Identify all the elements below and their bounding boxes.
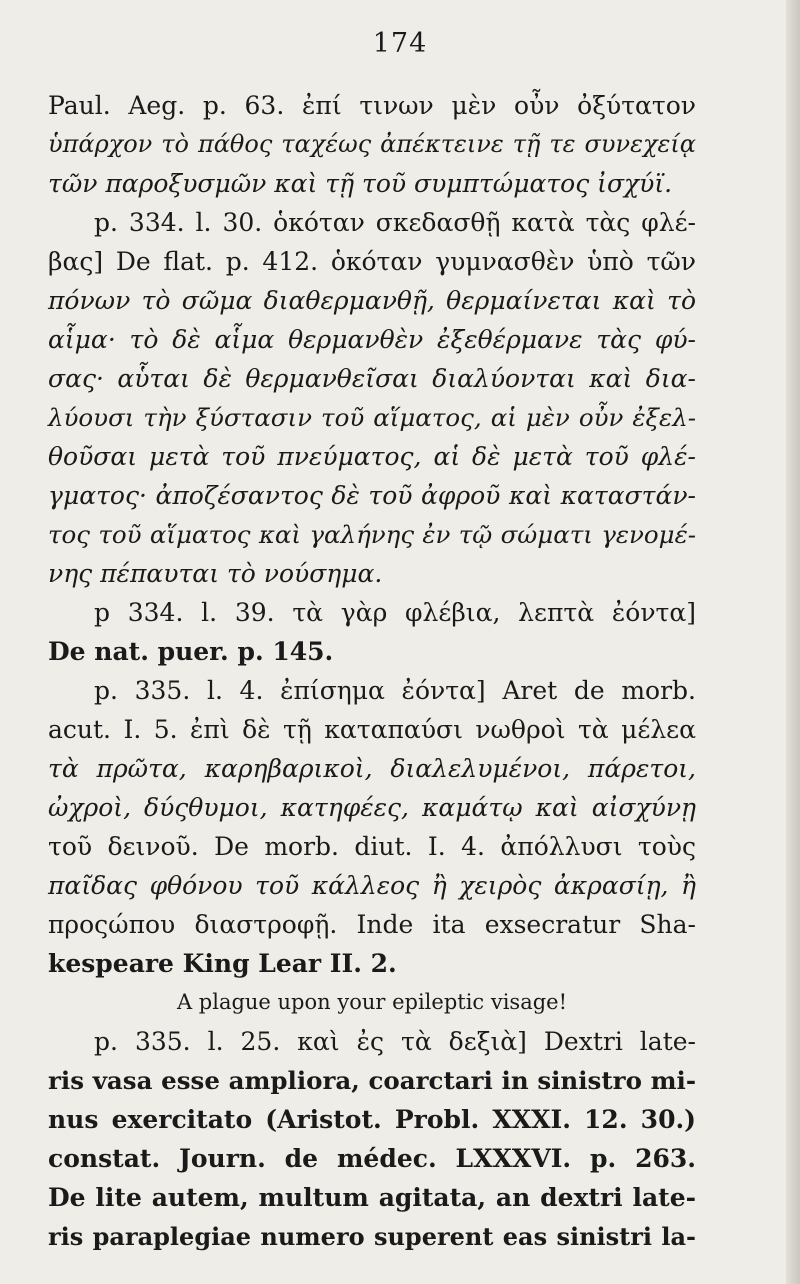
text-line: ὑπάρχον τὸ πάθος ταχέως ἀπέκτεινε τῇ τε συνεχείᾳ [48, 130, 696, 158]
text-line: τῶν παροξυσμῶν καὶ τῇ τοῦ συμπτώματος ἰσχύϊ. [48, 169, 673, 198]
text-line: προςώπου διαστροφῇ. Inde ita exsecratur Sha- [48, 910, 696, 939]
text-line: ris paraplegiae numero superent eas sinistri la- [48, 1222, 696, 1251]
text-line: p. 335. l. 25. καὶ ἐς τὰ δεξιὰ] Dextri late- [94, 1027, 696, 1056]
body-text [48, 86, 696, 1256]
text-line: τὰ πρῶτα, καρηβαρικοὶ, διαλελυμένοι, πάρετοι, [48, 754, 696, 783]
text-line: τος τοῦ αἵματος καὶ γαλήνης ἐν τῷ σώματι γενομέ- [48, 520, 696, 549]
page-edge [786, 0, 800, 1284]
text-line: A plague upon your epileptic visage! [176, 990, 568, 1014]
text-line: λύουσι τὴν ξύστασιν τοῦ αἵματος, αἱ μὲν οὖν ἐξελ- [48, 403, 696, 432]
text-line: γματος· ἀποζέσαντος δὲ τοῦ ἀφροῦ καὶ καταστάν- [48, 481, 696, 510]
text-line: De lite autem, multum agitata, an dextri late- [48, 1183, 696, 1212]
text-line: Paul. Aeg. p. 63. ἐπί τινων μὲν οὖν ὀξύτατον [48, 91, 696, 120]
text-line: παῖδας φθόνου τοῦ κάλλεος ἢ χειρὸς ἀκρασίῃ, ἢ [48, 871, 696, 900]
text-line: De nat. puer. p. 145. [48, 637, 334, 666]
text-line: βας] De flat. p. 412. ὁκόταν γυμνασθὲν ὑπὸ τῶν [48, 247, 696, 276]
text-line: acut. I. 5. ἐπὶ δὲ τῇ καταπαύσι νωθροὶ τὰ μέλεα [48, 715, 696, 744]
text-line: τοῦ δεινοῦ. De morb. diut. I. 4. ἀπόλλυσι τοὺς [48, 832, 696, 861]
text-line: ὠχροὶ, δύςθυμοι, κατηφέες, καμάτῳ καὶ αἰσχύνῃ [48, 793, 696, 822]
text-line: νης πέπαυται τὸ νούσημα. [48, 559, 383, 588]
text-line: kespeare King Lear II. 2. [48, 949, 397, 978]
text-line: πόνων τὸ σῶμα διαθερμανθῇ, θερμαίνεται καὶ τὸ [48, 286, 696, 315]
text-line: p. 335. l. 4. ἐπίσημα ἐόντα] Aret de morb. [94, 676, 696, 705]
text-line: p. 334. l. 30. ὁκόταν σκεδασθῇ κατὰ τὰς φλέ- [94, 208, 696, 237]
text-line: θοῦσαι μετὰ τοῦ πνεύματος, αἱ δὲ μετὰ τοῦ φλέ- [48, 442, 696, 471]
text-line: nus exercitato (Aristot. Probl. XXXI. 12. 30.) [48, 1105, 696, 1134]
page-number: 174 [372, 28, 428, 59]
text-line: σας· αὗται δὲ θερμανθεῖσαι διαλύονται καὶ δια- [48, 364, 696, 393]
text-line: ris vasa esse ampliora, coarctari in sinistro mi- [48, 1066, 696, 1095]
text-line: constat. Journ. de médec. LXXXVI. p. 263. [48, 1144, 696, 1173]
text-line: αἷμα· τὸ δὲ αἷμα θερμανθὲν ἐξεθέρμανε τὰς φύ- [48, 325, 696, 354]
text-line: p 334. l. 39. τὰ γὰρ φλέβια, λεπτὰ ἐόντα] [94, 598, 696, 627]
